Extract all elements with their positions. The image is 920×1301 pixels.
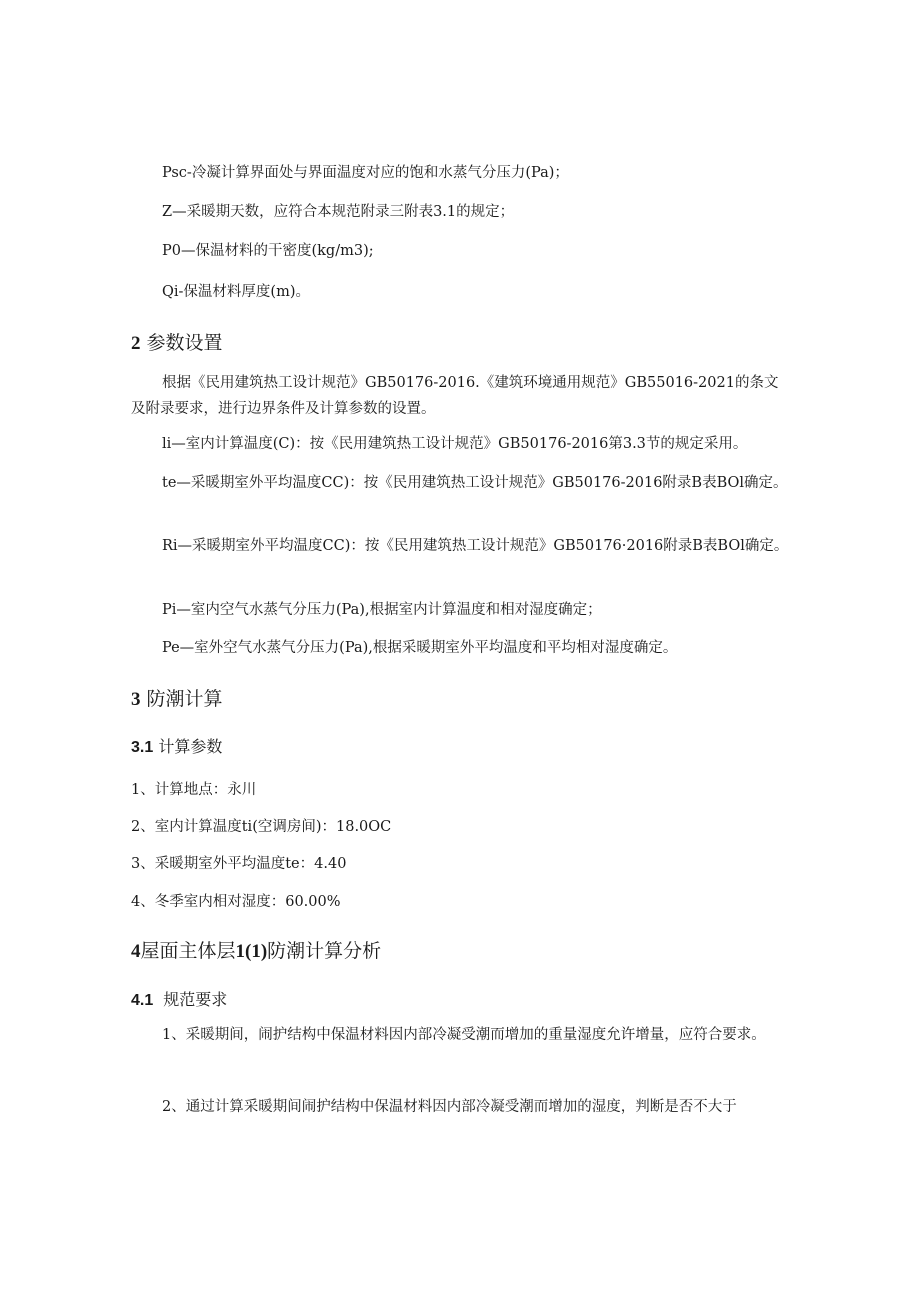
calc-param-indoor-temp: 2、室内计算温度ti(空调房间)：18.0OC — [131, 819, 392, 835]
requirement-2: 2、通过计算采暖期间闹护结构中保温材料因内部冷凝受潮而增加的湿度，判断是否不大于 — [162, 1099, 737, 1115]
subsection-number: 4.1 — [131, 992, 154, 1009]
subsection-4-1-heading — [131, 987, 227, 1010]
def-psc: Psc-冷凝计算界面处与界面温度对应的饱和水蒸气分压力(Pa)； — [162, 165, 569, 181]
param-pe: Pe—室外空气水蒸气分压力(Pa),根据采暖期室外平均温度和平均相对湿度确定。 — [162, 640, 678, 656]
calc-param-humidity: 4、冬季室内相对湿度：60.00% — [131, 894, 341, 910]
section-number: 4 — [131, 941, 141, 962]
section-4-heading — [131, 936, 381, 963]
subsection-3-1-heading — [131, 734, 222, 757]
section-2-intro: 根据《民用建筑热工设计规范》GB50176-2016.《建筑环境通用规范》GB55016-2021的条文及附录要求，进行边界条件及计算参数的设置。 — [131, 375, 779, 417]
requirement-1: 1、采暖期间，闹护结构中保温材料因内部冷凝受潮而增加的重量湿度允许增量，应符合要求。 — [162, 1027, 766, 1043]
section-2-heading — [131, 328, 223, 355]
section-number: 3 — [131, 689, 141, 710]
section-3-heading — [131, 684, 223, 711]
section-title-post: 防潮计算分析 — [267, 940, 382, 962]
calc-param-location: 1、计算地点：永川 — [131, 782, 257, 798]
def-z: Z—采暖期天数，应符合本规范附录三附表3.1的规定； — [162, 204, 515, 220]
subsection-title: 计算参数 — [158, 737, 223, 756]
param-li: li—室内计算温度(C)：按《民用建筑热工设计规范》GB50176-2016第3.3节的规定采用。 — [162, 436, 748, 452]
def-p0: P0—保温材料的干密度(kg/m3); — [162, 243, 374, 259]
subsection-number: 3.1 — [131, 739, 154, 756]
section-title: 防潮计算 — [146, 688, 223, 710]
section-title-pre: 屋面主体层 — [140, 940, 236, 962]
def-qi: Qi-保温材料厚度(m)。 — [162, 284, 310, 300]
calc-param-outdoor-temp: 3、采暖期室外平均温度te：4.40 — [131, 856, 347, 872]
section-title-bold: 1(1) — [235, 941, 268, 962]
section-number: 2 — [131, 333, 141, 354]
param-te: te—采暖期室外平均温度CC)：按《民用建筑热工设计规范》GB50176-2016附录B表BOl确定。 — [162, 475, 788, 491]
param-pi: Pi—室内空气水蒸气分压力(Pa),根据室内计算温度和相对湿度确定； — [162, 602, 602, 618]
subsection-title: 规范要求 — [163, 990, 228, 1009]
section-title: 参数设置 — [146, 332, 223, 354]
param-ri: Ri—采暖期室外平均温度CC)：按《民用建筑热工设计规范》GB50176·2016附录B表BOl确定。 — [162, 538, 789, 554]
